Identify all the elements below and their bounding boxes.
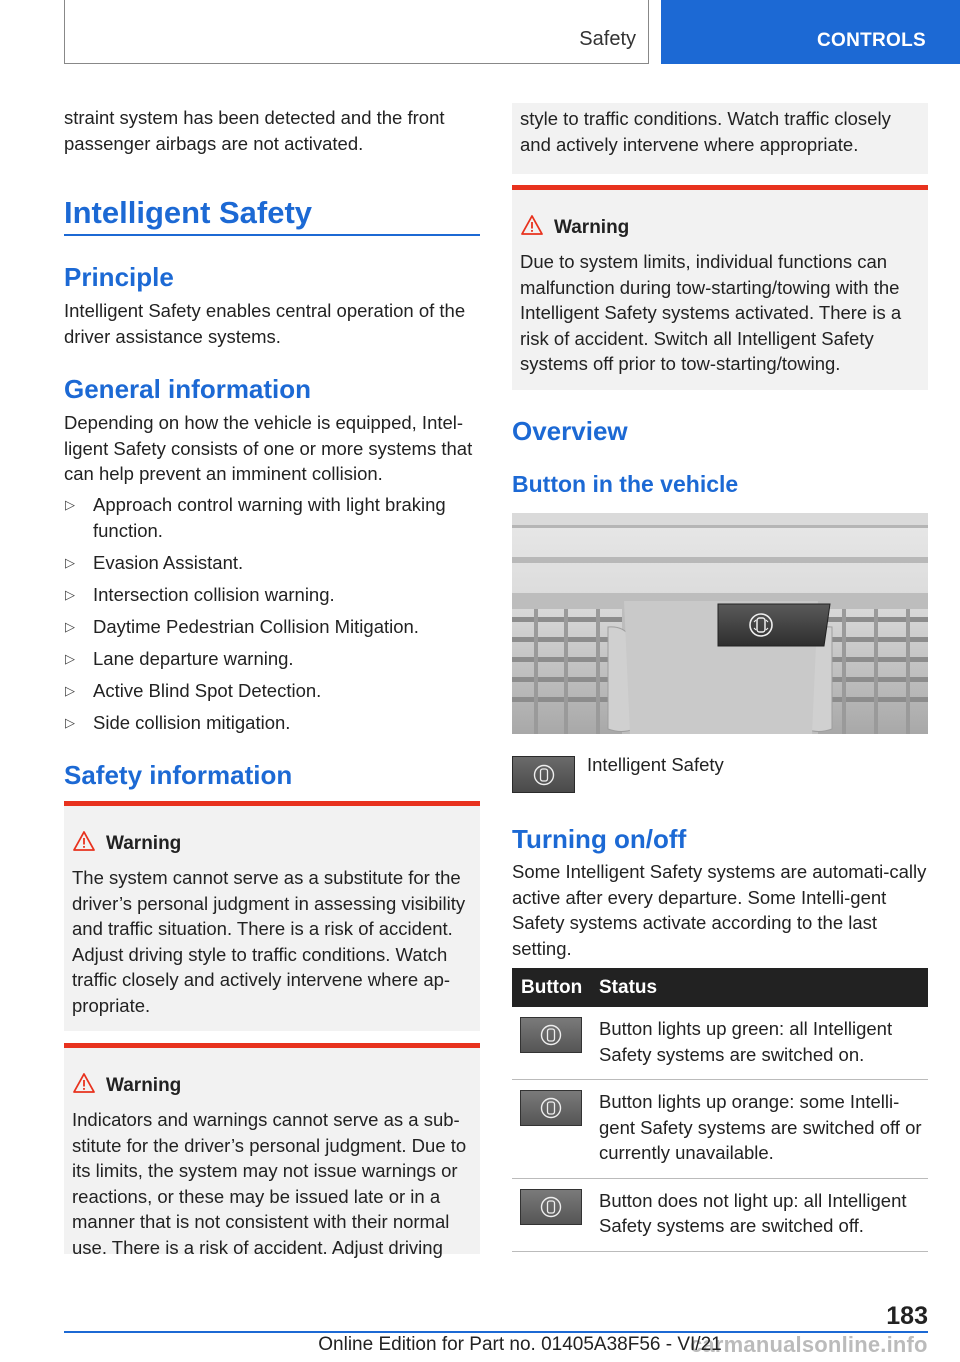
warning-label: Warning [106,833,182,854]
edition-footer: Online Edition for Part no. 01405A38F56 - VI/21 [318,1334,722,1355]
bullet-triangle-icon: ▷ [65,618,75,634]
column-header-button: Button [512,968,590,1007]
warning-triangle-icon [72,830,106,858]
button-in-vehicle-heading: Button in the vehicle [512,471,739,497]
button-status-table [512,968,928,1252]
turning-on-off-text: Some Intelligent Safety systems are automati‐cally active after every departure. Some Intelli‐gent Safety systems activate according to the last setting. [512,861,927,959]
warning-continuation-box [512,103,928,174]
systems-list [64,492,480,742]
warning-header [72,830,472,858]
table-header-row [512,968,928,1007]
warning-header [72,1072,472,1100]
principle-heading: Principle [64,262,174,292]
watermark: carmanualsonline.info [690,1332,928,1357]
list-item: ▷ Daytime Pedestrian Collision Mitigation. [64,614,480,640]
warning-box-1 [64,801,480,1031]
table-row [512,1007,928,1080]
bullet-triangle-icon: ▷ [65,682,75,698]
button-caption: Intelligent Safety [587,754,724,775]
warning-box-2 [64,1043,480,1258]
warning-triangle-icon [72,1072,106,1100]
bullet-triangle-icon: ▷ [65,586,75,602]
header-chapter-label: CONTROLS [816,30,926,51]
intelligent-safety-button-icon [520,1189,582,1225]
warning-box-3 [512,185,928,390]
general-info-heading: General information [64,374,312,404]
section-title-rule [64,234,480,236]
intro-text: straint system has been detected and the front passenger airbags are not activated. [64,107,445,154]
warning-text: The system cannot serve as a substitute for the driver’s personal judgment in assessing visibility and traffic situation. There is a risk of accident. Adjust driving style to traffic conditions. Watch traffic closely and actively intervene where ap‐propriate. [72,867,466,1016]
list-item: ▷ Lane departure warning. [64,646,480,672]
section-title: Intelligent Safety [64,195,313,230]
warning-continuation-text: style to traffic conditions. Watch traffic closely and actively intervene where appropriate. [520,108,891,155]
warning-triangle-icon [520,214,554,242]
warning-label: Warning [106,1075,182,1096]
page-number: 183 [886,1302,928,1330]
warning-text: Due to system limits, individual functions can malfunction during tow-starting/towing with the Intelligent Safety systems activated. There is a risk of accident. Switch all Intelligent Safety systems off prior to tow-starting/towing. [520,251,902,374]
header-chapter-tab[interactable] [661,0,960,64]
status-cell: Button lights up orange: some Intelli‐gent Safety systems are switched off or currently unavailable. [590,1080,928,1179]
list-item: ▷ Approach control warning with light braking function. [65,494,446,541]
status-cell: Button lights up green: all Intelligent Safety systems are switched on. [590,1007,928,1080]
list-item: ▷ Active Blind Spot Detection. [64,678,480,704]
table-row [512,1178,928,1251]
bullet-triangle-icon: ▷ [65,714,75,730]
bullet-triangle-icon: ▷ [65,650,75,666]
header-section-box [64,0,649,64]
overview-heading: Overview [512,416,628,446]
list-item: ▷ Evasion Assistant. [64,550,480,576]
general-info-text: Depending on how the vehicle is equipped, Intel‐ligent Safety consists of one or more systems that can help prevent an imminent collision. [64,412,473,484]
warning-text: Indicators and warnings cannot serve as a sub‐stitute for the driver’s personal judgment. Due to its limits, the system may not issue warnings or reactions, or these may be issued late or in a manner that is not consistent with their normal use. There is a risk of accident. Adjust driving [72,1109,467,1258]
table-row [512,1080,928,1179]
bullet-triangle-icon: ▷ [65,497,75,512]
list-item: ▷ Intersection collision warning. [64,582,480,608]
warning-label: Warning [554,217,630,238]
vehicle-console-photo [512,513,928,734]
column-header-status: Status [590,968,928,1007]
warning-header [520,214,920,242]
header-section-label: Safety [579,28,636,50]
intelligent-safety-button-thumbnail [512,756,575,793]
intelligent-safety-icon [533,764,555,786]
safety-info-heading: Safety information [64,760,293,790]
list-item: ▷ Side collision mitigation. [64,710,480,736]
intelligent-safety-button-icon [520,1090,582,1126]
status-cell: Button does not light up: all Intelligent Safety systems are switched off. [590,1178,928,1251]
intelligent-safety-button-icon [520,1017,582,1053]
turning-on-off-heading: Turning on/off [512,824,687,854]
principle-text: Intelligent Safety enables central operation of the driver assistance systems. [64,300,466,347]
bullet-triangle-icon: ▷ [65,554,75,570]
